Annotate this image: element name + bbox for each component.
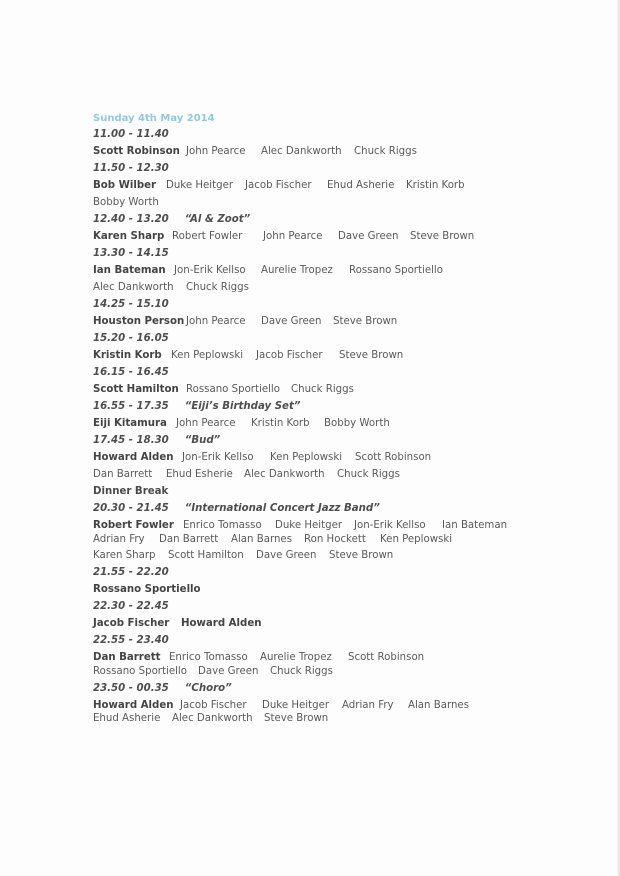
musician-name: Scott Hamilton: [93, 384, 179, 395]
musician-name: Ehud Asherie: [327, 180, 395, 191]
musician-name: Rossano Sportiello: [186, 384, 280, 395]
musician-name: Steve Brown: [329, 550, 394, 561]
musician-name: Chuck Riggs: [291, 384, 354, 395]
musician-name: Dave Green: [261, 316, 322, 327]
musician-name: Scott Robinson: [348, 652, 425, 663]
musician-name: Alec Dankworth: [172, 713, 253, 724]
musician-name: Scott Robinson: [355, 452, 432, 463]
musician-name: Bobby Worth: [93, 197, 159, 208]
musician-name: Jon-Erik Kellso: [174, 265, 246, 276]
musician-name: Bob Wilber: [93, 180, 157, 191]
musician-name: Jacob Fischer: [245, 180, 312, 191]
musician-name: Jacob Fischer: [93, 618, 170, 629]
musician-name: Dave Green: [338, 231, 399, 242]
set-title: “International Concert Jazz Band”: [184, 503, 380, 514]
musician-name: Enrico Tomasso: [183, 520, 262, 531]
set-time: 20.30 - 21.45: [93, 503, 169, 514]
programme-date: Sunday 4th May 2014: [93, 113, 215, 124]
musician-name: Howard Alden: [93, 452, 174, 463]
musician-name: Karen Sharp: [93, 231, 165, 242]
musician-name: Chuck Riggs: [186, 282, 249, 293]
set-time-row: [93, 502, 380, 515]
musician-name: Scott Robinson: [93, 146, 180, 157]
set-time-row: [93, 682, 232, 695]
musician-name: Howard Alden: [181, 618, 262, 629]
musician-name: John Pearce: [186, 146, 246, 157]
set-time: 15.20 - 16.05: [93, 333, 169, 344]
set-title: “Eiji’s Birthday Set”: [184, 401, 301, 412]
set-title: “Bud”: [184, 435, 221, 446]
musician-name: Aurelie Tropez: [260, 652, 332, 663]
set-title: “Choro”: [184, 683, 232, 694]
musician-name: Adrian Fry: [93, 534, 145, 545]
set-time-row: [93, 634, 169, 647]
set-time-row: [93, 400, 300, 413]
musician-name: Howard Alden: [93, 700, 174, 711]
musician-name: Ian Bateman: [442, 520, 508, 531]
set-time: 13.30 - 14.15: [93, 248, 169, 259]
set-time: 22.55 - 23.40: [93, 635, 169, 646]
musician-name: Duke Heitger: [262, 700, 330, 711]
musician-name: Alec Dankworth: [244, 469, 325, 480]
set-time-row: [93, 366, 169, 379]
musician-name: Jacob Fischer: [256, 350, 323, 361]
musician-name: Chuck Riggs: [337, 469, 400, 480]
musician-name: Kristin Korb: [406, 180, 465, 191]
musician-name: Bobby Worth: [324, 418, 390, 429]
musician-name: Houston Person: [93, 316, 185, 327]
set-time-row: [93, 213, 250, 226]
musician-name: John Pearce: [176, 418, 236, 429]
musician-name: Dan Barrett: [93, 469, 153, 480]
musician-name: Kristin Korb: [93, 350, 162, 361]
set-time-row: [93, 434, 220, 447]
set-time: 16.55 - 17.35: [93, 401, 169, 412]
set-time-row: [93, 247, 169, 260]
musician-name: Ken Peplowski: [380, 534, 453, 545]
musician-name: Robert Fowler: [172, 231, 243, 242]
set-time: 23.50 - 00.35: [93, 683, 169, 694]
musician-name: John Pearce: [263, 231, 323, 242]
musician-name: Enrico Tomasso: [169, 652, 248, 663]
musician-name: Dan Barrett: [93, 652, 161, 663]
musician-name: Jacob Fischer: [180, 700, 247, 711]
musician-name: Alec Dankworth: [93, 282, 174, 293]
musician-name: Ian Bateman: [93, 265, 166, 276]
musician-name: Adrian Fry: [342, 700, 394, 711]
musician-name: Aurelie Tropez: [261, 265, 333, 276]
dinner-break: Dinner Break: [93, 486, 169, 497]
musician-name: Alan Barnes: [408, 700, 470, 711]
musician-name: Karen Sharp: [93, 550, 156, 561]
musician-name: Steve Brown: [264, 713, 329, 724]
set-time: 22.30 - 22.45: [93, 601, 169, 612]
set-time-row: [93, 298, 169, 311]
musician-name: Eiji Kitamura: [93, 418, 167, 429]
set-time: 11.00 - 11.40: [93, 129, 169, 140]
musician-name: Scott Hamilton: [168, 550, 244, 561]
set-time-row: [93, 128, 169, 141]
musician-name: Ken Peplowski: [270, 452, 343, 463]
musician-name: Robert Fowler: [93, 520, 174, 531]
set-time-row: [93, 600, 169, 613]
musician-name: Kristin Korb: [251, 418, 310, 429]
musician-name: Jon-Erik Kellso: [354, 520, 426, 531]
musician-name: Dave Green: [256, 550, 317, 561]
musician-name: John Pearce: [186, 316, 246, 327]
musician-name: Rossano Sportiello: [93, 666, 187, 677]
musician-name: Alan Barnes: [231, 534, 293, 545]
musician-name: Dan Barrett: [159, 534, 219, 545]
musician-name: Ehud Asherie: [93, 713, 161, 724]
musician-name: Steve Brown: [333, 316, 398, 327]
musician-name: Duke Heitger: [166, 180, 234, 191]
musician-name: Chuck Riggs: [354, 146, 417, 157]
musician-name: Rossano Sportiello: [349, 265, 443, 276]
musician-name: Ken Peplowski: [171, 350, 244, 361]
musician-name: Chuck Riggs: [270, 666, 333, 677]
musician-name: Jon-Erik Kellso: [182, 452, 254, 463]
set-time-row: [93, 332, 169, 345]
musician-name: Ehud Esherie: [166, 469, 233, 480]
musician-name: Dave Green: [198, 666, 259, 677]
musician-name: Steve Brown: [339, 350, 404, 361]
musician-name: Duke Heitger: [275, 520, 343, 531]
musician-name: Steve Brown: [410, 231, 475, 242]
set-time-row: [93, 162, 169, 175]
set-time: 14.25 - 15.10: [93, 299, 169, 310]
set-time: 21.55 - 22.20: [93, 567, 169, 578]
set-time-row: [93, 566, 169, 579]
musician-name: Rossano Sportiello: [93, 584, 201, 595]
set-time: 11.50 - 12.30: [93, 163, 169, 174]
set-time: 16.15 - 16.45: [93, 367, 169, 378]
set-title: “Al & Zoot”: [184, 214, 251, 225]
set-time: 12.40 - 13.20: [93, 214, 169, 225]
set-time: 17.45 - 18.30: [93, 435, 169, 446]
musician-name: Alec Dankworth: [261, 146, 342, 157]
musician-name: Ron Hockett: [304, 534, 366, 545]
